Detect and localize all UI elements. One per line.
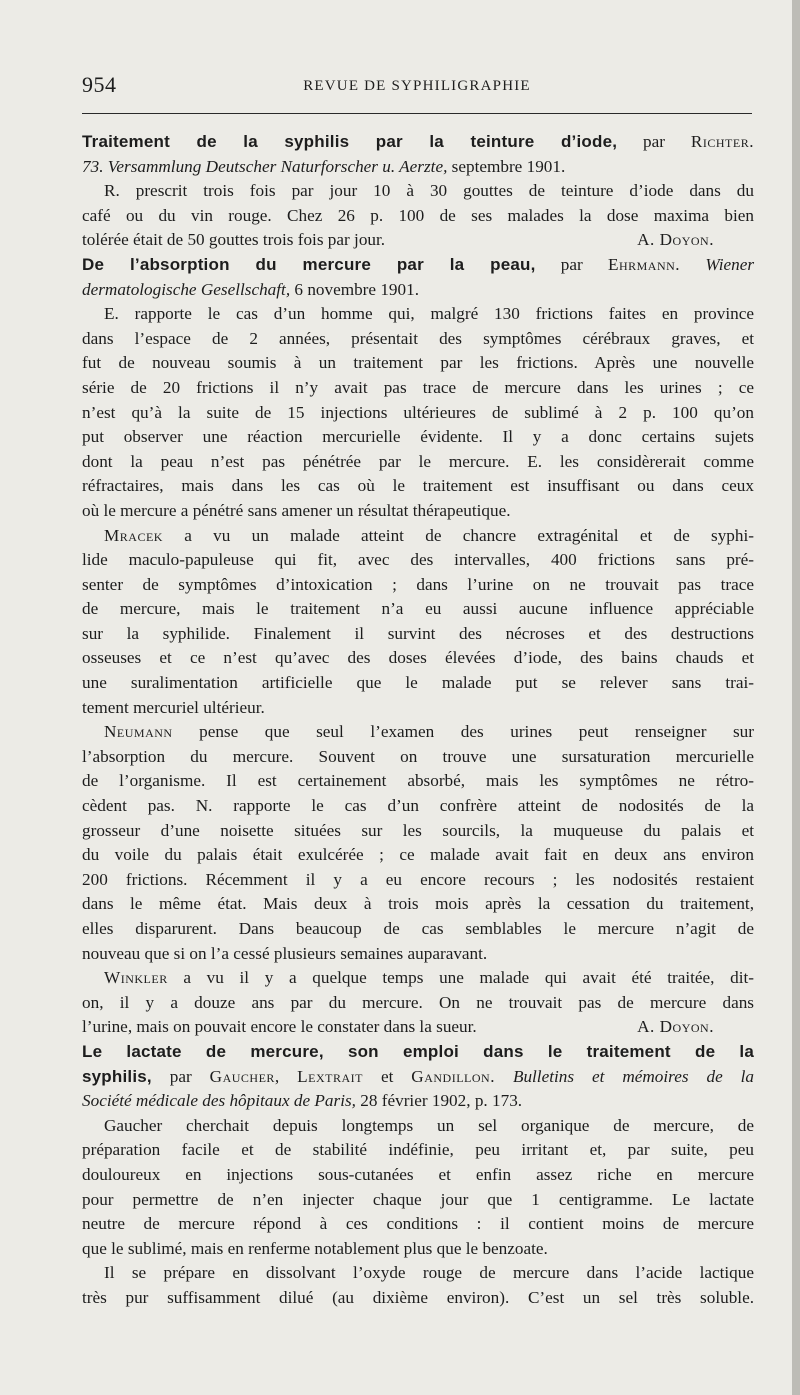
text-line <box>82 794 754 819</box>
text-line <box>82 1188 754 1213</box>
text-line <box>82 179 754 204</box>
page-number: 954 <box>82 72 117 97</box>
text-line <box>82 376 754 401</box>
text-run: Il se prépare en dissolvant l’oxyde rouge de mercure dans l’acide lactique <box>104 1263 754 1283</box>
text-line <box>82 868 754 893</box>
citation-italic: 73. Versammlung Deutscher Naturforscher u. Aerzte, <box>82 156 448 176</box>
text-line <box>82 819 754 844</box>
entry-title: syphilis, <box>82 1066 152 1086</box>
text-line <box>82 597 754 622</box>
author-name: Winkler <box>104 968 168 988</box>
text-run: sur la syphilide. Finalement il survint des nécroses et des destructions <box>82 623 754 643</box>
author-name: Neumann <box>104 722 173 742</box>
text-run: réfractaires, mais dans les cas où le traitement est insuffisant ou dans ceux <box>82 476 754 496</box>
text-line <box>82 1138 754 1163</box>
text-run: fut de nouveau soumis à un traitement par les frictions. Après une nouvelle <box>82 353 754 373</box>
text-run: une suralimentation artificielle que le malade put se relever sans trai- <box>82 673 754 693</box>
author-name: Lextrait <box>297 1066 363 1086</box>
text-line <box>82 1114 754 1139</box>
author-name: Richter. <box>690 132 755 151</box>
author-name: Gandillon. <box>411 1066 495 1086</box>
author-name: Gaucher <box>209 1066 275 1086</box>
text-line <box>82 671 754 696</box>
signature: A. Doyon. <box>637 1017 714 1037</box>
text-line <box>82 622 754 647</box>
text-run: que le sublimé, mais en renferme notablement plus que le benzoate. <box>82 1238 548 1258</box>
text-run: très pur suffisamment dilué (au dixième environ). C’est un sel très soluble. <box>82 1287 754 1307</box>
text-run: 28 février 1902, p. 173. <box>355 1091 523 1111</box>
text-run: où le mercure a pénétré sans amener un résultat thérapeutique. <box>82 500 511 520</box>
text-line <box>82 548 754 573</box>
text-run: E. rapporte le cas d’un homme qui, malgré 130 frictions faites en province <box>104 304 754 324</box>
text-line <box>82 401 754 426</box>
text-line <box>82 966 754 991</box>
text-run: lide maculo-papuleuse qui fit, avec des intervalles, 400 frictions sans pré- <box>82 550 754 570</box>
text-line <box>82 1286 754 1311</box>
text-line <box>82 646 754 671</box>
text-line <box>82 1163 754 1188</box>
text-run: l’absorption du mercure. Souvent on trouve une sursaturation mercurielle <box>82 746 754 766</box>
text-run: cèdent pas. N. rapporte le cas d’un confrère atteint de nodosités de la <box>82 796 754 816</box>
text-run: dans le même état. Mais deux à trois mois après la cessation du traitement, <box>82 894 754 914</box>
text-run: tement mercuriel ultérieur. <box>82 697 265 717</box>
citation-italic: dermatologische Gesellschaft, <box>82 279 291 299</box>
text-line <box>82 1065 754 1090</box>
text-line <box>82 351 754 376</box>
text-line <box>82 745 754 770</box>
text-run: et <box>363 1066 412 1086</box>
text-line <box>82 524 754 549</box>
text-line <box>82 1040 754 1065</box>
author-name: Mracek <box>104 525 163 545</box>
header-rule <box>82 113 752 114</box>
text-line <box>82 720 754 745</box>
text-run: Gaucher cherchait depuis longtemps un sel organique de mercure, de <box>104 1115 754 1135</box>
text-line <box>82 1237 754 1262</box>
text-run: de l’organisme. Il est certainement absorbé, mais les symptômes ne rétro- <box>82 771 754 791</box>
text-run: a vu un malade atteint de chancre extragénital et de syphi- <box>162 525 754 545</box>
text-line <box>82 991 754 1016</box>
text-line <box>82 843 754 868</box>
text-run: 200 frictions. Récemment il y a eu encore recours ; les nodosités restaient <box>82 869 754 889</box>
text-run: put observer une réaction mercurielle évidente. Il y a donc certains sujets <box>82 427 754 447</box>
text-line <box>82 769 754 794</box>
text-run: café ou du vin rouge. Chez 26 p. 100 de ses malades la dose maxima bien <box>82 205 754 225</box>
text-run: par <box>151 1066 210 1086</box>
text-line <box>82 917 754 942</box>
text-run: on, il y a douze ans par du mercure. On ne trouvait pas de mercure dans <box>82 992 754 1012</box>
text-run: a vu il y a quelque temps une malade qui avait été traitée, dit- <box>167 968 754 988</box>
text-line <box>82 327 754 352</box>
text-line <box>82 130 754 155</box>
text-run: série de 20 frictions il n’y avait pas trace de mercure dans les urines ; ce <box>82 377 754 397</box>
signature: A. Doyon. <box>637 230 714 250</box>
text-run: septembre 1901. <box>447 156 566 176</box>
text-line <box>82 1015 754 1040</box>
page-edge-shadow <box>792 0 800 1395</box>
citation-italic: Société médicale des hôpitaux de Paris, <box>82 1091 356 1111</box>
text-run: préparation facile et de stabilité indéfinie, peu irritant et, par suite, peu <box>82 1140 754 1160</box>
text-run: pour permettre de n’en injecter chaque jour que 1 centigramme. Le lactate <box>82 1189 754 1209</box>
text-run: de mercure, mais le traitement n’a eu aussi aucune influence appréciable <box>82 599 754 619</box>
text-run: l’urine, mais on pouvait encore le constater dans la sueur. <box>82 1017 477 1037</box>
text-run: par <box>617 132 691 151</box>
text-run: n’est qu’à la suite de 15 injections ultérieures de sublimé à 2 p. 100 qu’on <box>82 402 754 422</box>
text-line <box>82 278 754 303</box>
page-header <box>82 72 752 106</box>
entry-title: Le lactate de mercure, son emploi dans le traitement de la <box>82 1041 754 1061</box>
citation-italic: Wiener <box>680 254 755 274</box>
text-line <box>82 892 754 917</box>
text-run: douloureux en injections sous-cutanées et enfin assez riche en mercure <box>82 1164 754 1184</box>
running-title: REVUE DE SYPHILIGRAPHIE <box>303 78 531 94</box>
text-run: 6 novembre 1901. <box>290 279 420 299</box>
text-run: senter de symptômes d’intoxication ; dans l’urine on ne trouvait pas trace <box>82 574 754 594</box>
entry-title: Traitement de la syphilis par la teinture d’iode, <box>82 132 618 151</box>
text-line <box>82 1089 754 1114</box>
author-name: Ehrmann. <box>607 254 681 274</box>
text-line <box>82 155 754 180</box>
text-line <box>82 499 754 524</box>
text-line <box>82 450 754 475</box>
text-run: du voile du palais était exulcérée ; ce malade avait fait en deux ans environ <box>82 845 754 865</box>
text-run: dans l’espace de 2 années, présentait des symptômes cérébraux graves, et <box>82 328 754 348</box>
text-run: dont la peau n’est pas pénétrée par le mercure. E. les considèrerait comme <box>82 451 754 471</box>
text-run: pense que seul l’examen des urines peut renseigner sur <box>172 722 754 742</box>
text-line <box>82 696 754 721</box>
text-run: tolérée était de 50 gouttes trois fois par jour. <box>82 230 386 250</box>
article-body <box>82 130 754 1311</box>
text-line <box>82 474 754 499</box>
entry-title: De l’absorption du mercure par la peau, <box>82 254 536 274</box>
text-run: elles disparurent. Dans beaucoup de cas semblables le mercure n’agit de <box>82 919 754 938</box>
text-run: par <box>535 254 608 274</box>
text-run: osseuses et ce n’est qu’avec des doses élevées d’iode, des bains chauds et <box>82 648 754 668</box>
text-run: grosseur d’une noisette situées sur les sourcils, la muqueuse du palais et <box>82 820 754 840</box>
text-run: R. prescrit trois fois par jour 10 à 30 gouttes de teinture d’iode dans du <box>104 181 754 201</box>
text-run: nouveau que si on l’a cessé plusieurs semaines auparavant. <box>82 943 488 963</box>
text-line <box>82 573 754 598</box>
text-line <box>82 1261 754 1286</box>
text-run: neutre de mercure répond à ces conditions : il contient moins de mercure <box>82 1214 754 1234</box>
text-run: , <box>274 1066 298 1086</box>
text-line <box>82 1212 754 1237</box>
text-line <box>82 302 754 327</box>
text-line <box>82 942 754 967</box>
text-line <box>82 204 754 229</box>
text-line <box>82 425 754 450</box>
text-line <box>82 228 754 253</box>
text-line <box>82 253 754 278</box>
citation-italic: Bulletins et mémoires de la <box>495 1066 755 1086</box>
